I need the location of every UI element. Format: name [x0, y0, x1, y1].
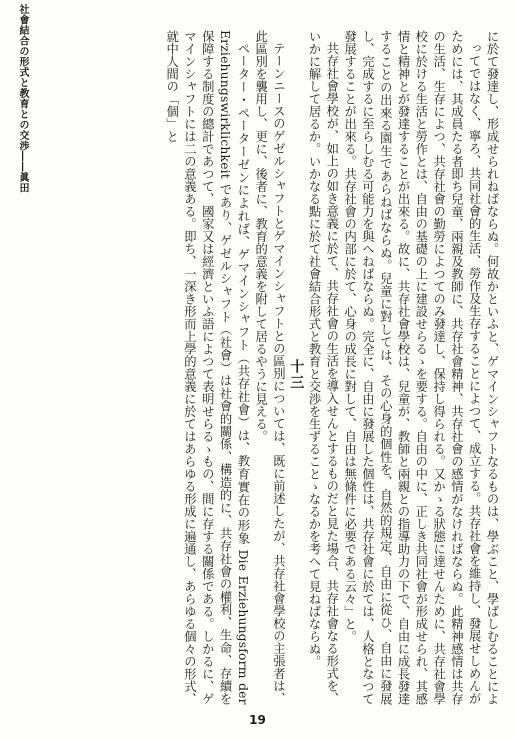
- paragraph-1: ってではなく、寧ろ、共同社會的生活、勞作及生存することによつて、成立する。共存社會を維持し、發展せしめんがためには、其成員たる者即ち兒童、兩親及教師に、共存社會精神、共存社會の感情がなければならぬ。此精神感情は共存の生活、生存によつ、共存社會の勤勞によつてのみ發達し、保持し得られる。又かゝる狀態に達せんために、共存社會學校に於ける生活と勞作とは、自由の基礎の上に建設せらるゝを要する。自由の中に、正しき共同社會が形成せられ、其感情と精神とが發達することが出來る。故に、共存社會學校は、兒童が、教師と兩親との指導助力の下で、自由に成長發達することの出來る園生であらねばならぬ。兒童に對しては、その心身的個性を、自然的規定、自由に從ひ、自由に發展し、完成するに至らしむる可能力を與へねばならぬ。完全に、自由に發展した個性は、共存社會に於ては、人格となつて發展することが出來る。共存社會の内部に於て、心身の成長に對して、自由は無條件に必要である云々」と。: [342, 30, 482, 705]
- running-head: 社會結合の形式と教育との交渉――眞田: [17, 4, 28, 193]
- paragraph-lead-fragment: に於て發達し、形成せられねばならぬ。何故かといふと、ゲマインシャフトなるものは、學ぶこと、學ばしむることによ: [485, 30, 499, 705]
- paragraph-3: テーンニースのゲゼルシャフトとゲマインシャフトとの區別については、既に前述したが、共存社會學校の主張者は、此區別を襲用し、更に、後者に、教育的意義を附して居るやうに見える。: [253, 30, 286, 705]
- paragraph-2: 共存社會學校が、如上の如き意義に於て、共存社會の生活を導入せんとするものだと見た場合、共存社會なる形式を、いかに解して居るか。いかなる點に於て社會結合形式と教育と交渉を生ずることゝなるかを考へて見ねばならぬ。: [307, 30, 339, 705]
- paragraph-4: ペーター・ペーターゼンによれば、ゲマインシャフト（共存社會）は、教育實在の形象 Die Erziehungsform der Erziehungswirklichkeit であり、ゲゼルシャフト（社會）は社會的關係、構造的に、共存社會の權利、生命、存續を保障する制度の總計であつて、國家又は經濟といふ語によつて表明せらるゝもの、間に存する關係である。しかるに、ゲマインシャフトには二の意義ある。即ち、一深き形而上學的意義に於てはあらゆる形成に遍通し、あらゆる個々の形式、就中人間の「個」と: [164, 30, 250, 705]
- page-number: 19: [249, 713, 266, 727]
- vertical-text-flow: [40, 30, 500, 705]
- body-text-block: [40, 30, 500, 705]
- section-heading: 十三: [288, 358, 305, 391]
